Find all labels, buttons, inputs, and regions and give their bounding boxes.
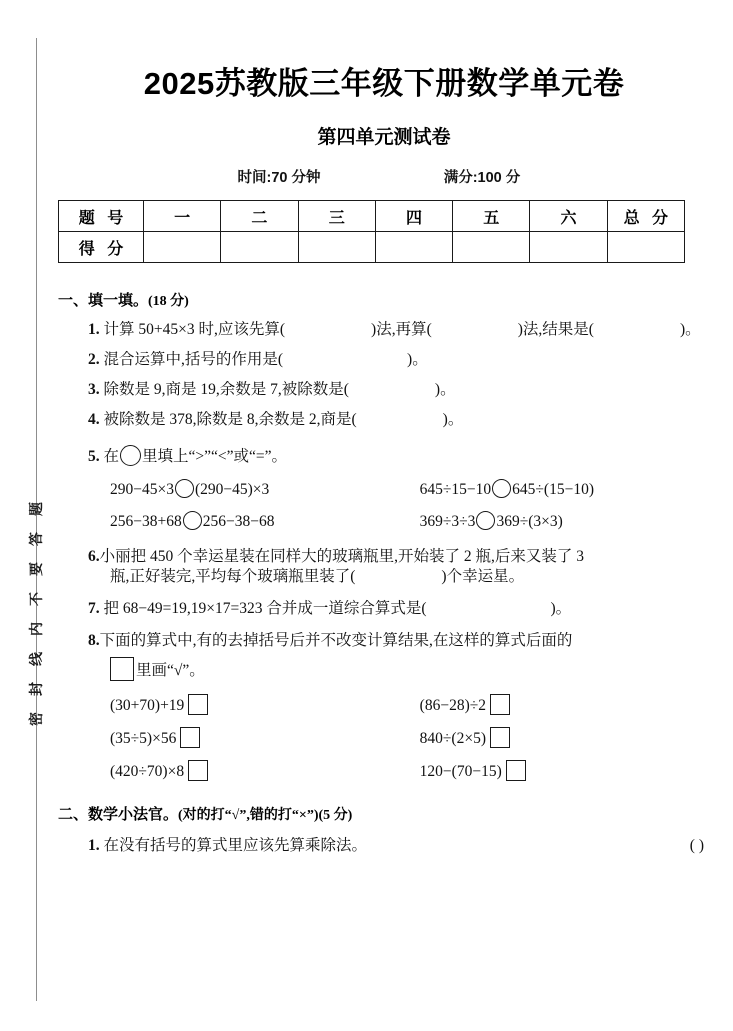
question-1-5 (58, 445, 710, 467)
question-text: 在 (103, 447, 120, 465)
checkbox-icon[interactable] (188, 760, 208, 781)
comparison-circle-icon[interactable] (175, 479, 194, 498)
section-1-points: (18 分) (148, 294, 189, 309)
question-2-1 (58, 836, 710, 856)
expression: (420÷70)×8 (110, 763, 185, 781)
section-heading-1 (58, 289, 710, 310)
expression: (35÷5)×56 (110, 730, 177, 748)
section-2-points: (对的打“√”,错的打“×”)(5 分) (178, 808, 353, 824)
checkbox-icon[interactable] (490, 727, 510, 748)
question-text: )法,再算( (371, 321, 432, 338)
check-row-1 (58, 694, 710, 715)
score-cell-5[interactable] (530, 232, 607, 263)
question-text-line2 (88, 567, 710, 587)
table-row (59, 232, 685, 263)
question-body (88, 836, 367, 856)
question-text: 瓶,正好装完,平均每个玻璃瓶里装了( (110, 567, 356, 585)
score-table-col-1: 二 (221, 201, 298, 232)
question-number: 5. (88, 447, 100, 465)
section-1-title: 一、填一填。 (58, 292, 149, 309)
section-2-title: 二、数学小法官。 (58, 806, 179, 824)
question-text: 小丽把 450 个幸运星装在同样大的玻璃瓶里,开始装了 2 瓶,后来又装了 3 (99, 547, 585, 565)
question-text: )个幸运星。 (441, 567, 525, 585)
expression: (30+70)+19 (110, 697, 185, 715)
check-left (110, 727, 420, 748)
expression-right: 256−38−68 (202, 512, 275, 530)
check-row-2 (58, 727, 710, 748)
exam-full-score: 满分:100 分 (443, 170, 521, 186)
question-number: 3. (88, 381, 100, 399)
score-table-col-4: 五 (453, 201, 530, 232)
question-1-1 (58, 320, 710, 340)
question-text: )。 (434, 381, 456, 399)
expression-right: 645÷(15−10) (512, 480, 594, 498)
expression-left: 256−38+68 (110, 512, 182, 530)
question-text: 在没有括号的算式里应该先算乘除法。 (103, 837, 368, 855)
compare-left-pair (110, 511, 420, 531)
exam-content (58, 0, 710, 1031)
expression-left: 290−45×3 (110, 480, 174, 498)
score-table-row-label-0: 题 号 (59, 201, 144, 232)
checkbox-icon[interactable] (110, 657, 134, 681)
section-heading-2 (58, 803, 710, 824)
compare-row-1 (58, 479, 710, 499)
comparison-circle-icon[interactable] (120, 445, 141, 466)
expression-left: 645÷15−10 (419, 480, 492, 498)
expression: (86−28)÷2 (419, 697, 486, 715)
score-table-row-label-1: 得 分 (59, 232, 144, 263)
question-1-2 (58, 350, 710, 370)
question-number: 6. (88, 547, 100, 565)
score-table-col-6: 总 分 (607, 201, 684, 232)
check-left (110, 760, 420, 781)
question-text: )。 (550, 599, 572, 617)
question-text: )。 (442, 411, 464, 429)
checkbox-icon[interactable] (180, 727, 200, 748)
score-cell-4[interactable] (453, 232, 530, 263)
question-text-line2 (88, 657, 710, 681)
expression-left: 369÷3÷3 (419, 512, 476, 530)
compare-row-2 (58, 511, 710, 531)
question-1-4 (58, 410, 710, 430)
check-right (420, 760, 710, 781)
score-table-col-2: 三 (298, 201, 375, 232)
question-number: 1. (88, 837, 100, 855)
checkbox-icon[interactable] (188, 694, 208, 715)
question-1-8 (58, 631, 710, 681)
compare-right-pair (420, 511, 710, 531)
checkbox-icon[interactable] (506, 760, 526, 781)
question-number: 7. (88, 599, 100, 617)
score-table-col-3: 四 (375, 201, 452, 232)
question-text: 下面的算式中,有的去掉括号后并不改变计算结果,在这样的算式后面的 (99, 632, 573, 650)
answer-mark-blank[interactable]: ( ) (689, 837, 704, 855)
comparison-circle-icon[interactable] (476, 511, 495, 530)
question-text: 里画“√”。 (136, 662, 205, 680)
compare-left-pair (110, 479, 420, 499)
expression-right: (290−45)×3 (194, 480, 270, 498)
question-text: )。 (679, 321, 701, 338)
question-1-3 (58, 380, 710, 400)
question-text: 被除数是 378,除数是 8,余数是 2,商是( (103, 411, 357, 429)
question-1-7 (58, 599, 710, 619)
score-cell-3[interactable] (375, 232, 452, 263)
question-text: )。 (407, 351, 428, 369)
sealing-line-text: 密封线内不要答题 (28, 486, 44, 726)
question-number: 1. (88, 321, 100, 338)
score-cell-2[interactable] (298, 232, 375, 263)
expression: 120−(70−15) (419, 763, 502, 781)
check-left (110, 694, 420, 715)
check-row-3 (58, 760, 710, 781)
table-row (59, 201, 685, 232)
checkbox-icon[interactable] (490, 694, 510, 715)
comparison-circle-icon[interactable] (183, 511, 202, 530)
score-table-col-5: 六 (530, 201, 607, 232)
expression-right: 369÷(3×3) (496, 512, 563, 530)
check-right (420, 694, 710, 715)
exam-meta (58, 166, 710, 187)
check-right (420, 727, 710, 748)
question-text: 除数是 9,商是 19,余数是 7,被除数是( (103, 381, 349, 399)
question-text: 里填上“>”“<”或“=”。 (142, 447, 288, 465)
question-text: )法,结果是( (517, 321, 594, 338)
question-1-6 (58, 547, 710, 587)
expression: 840÷(2×5) (419, 730, 486, 748)
score-table (58, 200, 685, 263)
question-text: 计算 50+45×3 时,应该先算( (103, 321, 286, 338)
score-table-col-0: 一 (144, 201, 221, 232)
compare-right-pair (420, 479, 710, 499)
comparison-circle-icon[interactable] (492, 479, 511, 498)
score-cell-1[interactable] (221, 232, 298, 263)
question-number: 4. (88, 411, 100, 429)
exam-duration: 时间:70 分钟 (237, 170, 321, 186)
question-text: 混合运算中,括号的作用是( (103, 351, 284, 369)
question-number: 8. (88, 632, 100, 650)
score-cell-0[interactable] (144, 232, 221, 263)
score-cell-6[interactable] (607, 232, 684, 263)
page-title: 2025苏教版三年级下册数学单元卷 (143, 66, 625, 101)
question-number: 2. (88, 351, 100, 369)
page-subtitle: 第四单元测试卷 (317, 127, 451, 148)
question-text: 把 68−49=19,19×17=323 合并成一道综合算式是( (103, 599, 427, 617)
